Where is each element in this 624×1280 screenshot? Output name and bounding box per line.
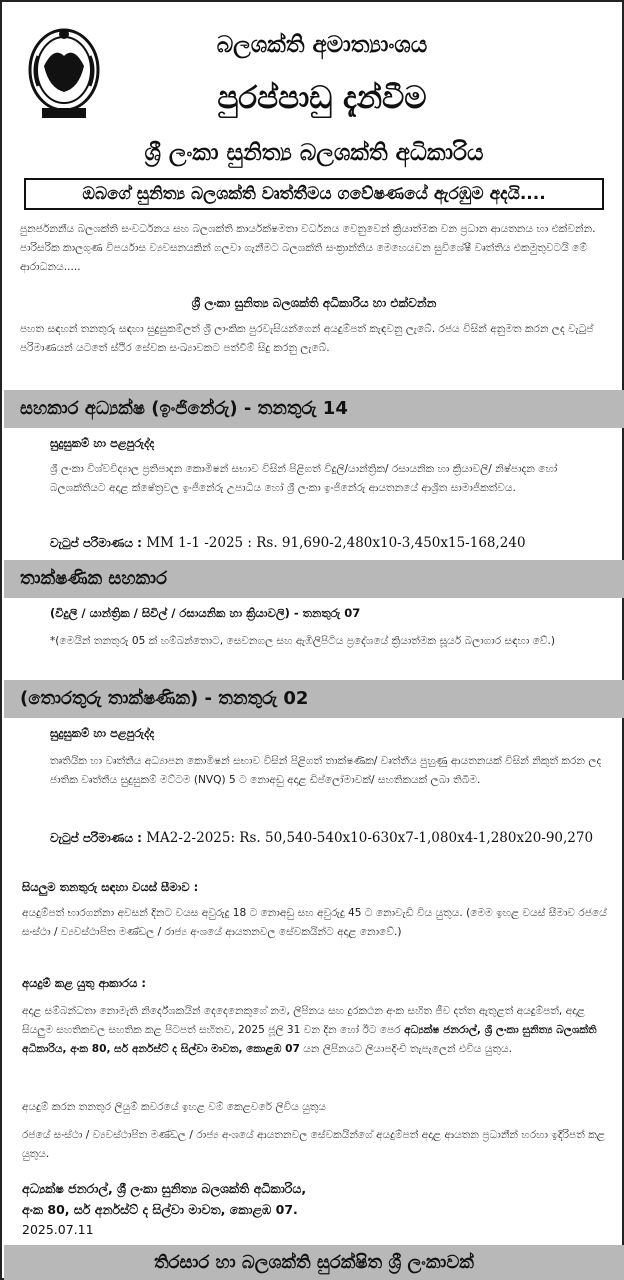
signature-line2: අංක 80, සර් අර්නස්ට් ද සිල්වා මාවත, කොළඹ 07. — [22, 1202, 298, 1217]
apply-heading: අයදුම් කළ යුතු ආකාරය : — [22, 976, 146, 990]
post2-sub-heading: (විදුලි / යාන්ත්‍රික / සිවිල් / රසායනික හා ක්‍රියාවලි) - තනතුරු 07 — [50, 606, 361, 620]
footer-slogan: තිරසාර හා බලශක්ති සුරක්ෂිත ශ්‍රී ලංකාවක් — [4, 1245, 624, 1280]
join-line: ශ්‍රී ලංකා සුනිත්‍ය බලශක්ති අධිකාරිය හා එක්වන්න — [191, 296, 437, 310]
envelope-note: අයදුම් කරන තනතුර ලියුම් කවරයේ ඉහළ වම් කෙළවරේ ලිවිය යුතුය — [22, 1101, 326, 1113]
age-heading: සියලුම තනතුරු සඳහා වයස් සීමාව : — [22, 880, 199, 894]
notice-date: 2025.07.11 — [22, 1222, 94, 1237]
ministry-title: බලශක්ති අමාත්‍යාංශය — [216, 32, 428, 58]
post2-title-band: තාක්ෂණික සහකාර — [4, 560, 624, 598]
staff-note: රජයේ සංස්ථා / ව්‍යවස්ථාපිත මණ්ඩල / රාජ්‍ය අංශයේ ආයතනවල සේවකයින්ගේ අයදුම්පත් අදාළ ආයතන ප්‍රධානීන් හරහා ඉදිරිපත් කළ යුතුය. — [22, 1129, 605, 1160]
apply-text-after: යන ලිපිනයට ලියාපදිංචි තැපැලෙන් එවිය යුතුය. — [299, 1043, 512, 1055]
tagline-box: ඔබගේ සුනිත්‍ය බලශක්ති වෘත්තීමය ගවේෂණයේ ඇරඹුම අදයි.... — [24, 178, 604, 210]
post3-qual-text: තෘතියික හා වෘත්තීය අධ්‍යාපන කොමිෂන් සභාව විසින් පිළිගත් තාක්ෂණික/ වෘත්තීය පුහුණු ආයතනයක් විසින් නිකුත් කරන ලද ජාතික වෘත්තීය සුදුසුකම් මට්ටම (NVQ) 5 ට නොඅඩු අදාළ ඩිප්ලෝමාවක්/ සහතිකයක් ලබා තිබීම. — [50, 755, 602, 786]
post1-salary-value: MM 1-1 -2025 : Rs. 91,690-2,480x10-3,450x15-168,240 — [146, 535, 526, 551]
authority-title: ශ්‍රී ලංකා සුනිත්‍ය බලශක්ති අධිකාරිය — [144, 140, 484, 166]
post1-salary-label: වැටුප් පරිමාණය : — [50, 536, 142, 550]
notice-title: පුරප්පාඩු දැන්වීම — [217, 80, 427, 116]
state-emblem-icon — [24, 26, 104, 122]
post3-salary — [50, 828, 610, 848]
post1-qual-text: ශ්‍රී ලංකා විශ්වවිද්‍යාල ප්‍රතිපාදන කොමිෂන් සභාව විසින් පිළිගත් විදුලි/යාන්ත්‍රික/ රසායනික හා ක්‍රියාවලි/ නිෂ්පාදන හෝ බලශක්තියට අදාළ ක්ෂේත්‍රවල ඉංජිනේරු උපාධිය හෝ ශ්‍රී ලංකා ඉංජිනේරු ආයතනයේ ආශ්‍රිත සාමාජිකත්වය. — [50, 463, 558, 494]
post3-salary-value: MA2-2-2025: Rs. 50,540-540x10-630x7-1,080x4-1,280x20-90,270 — [146, 830, 594, 846]
intro-paragraph: පුනර්ජනනීය බලශක්ති සංවර්ධනය සහ බලශක්ති කාර්යක්ෂමතා වර්ධනය වෙනුවෙන් ක්‍රියාත්මක වන ප්‍රධාන ආයතනය හා එක්වන්න. පාරිසරික කාලගුණ විපර්යාස ව්‍යවසනයකින් ගලවා ගැනීමට බලශක්ති සංක්‍රාන්තිය මෙහෙයවන සුවිශේෂී වෘත්තිය එකමුතුවටයි මේ ආරාධනය..... — [20, 223, 596, 273]
age-text: අයදුම්පත් භාරගන්නා අවසන් දිනට වයස අවුරුදු 18 ට නොඅඩු සහ අවුරුදු 45 ට නොවැඩි විය යුතුය. (මෙම ඉහළ වයස් සීමාව රජයේ සංස්ථා / ව්‍යවස්ථාපිත මණ්ඩල / රාජ්‍ය අංශයේ ආයතනවල සේවකයින්ට අදාළ නොවේ.) — [22, 907, 607, 938]
post3-qual-heading: සුදුසුකම් හා පළපුරුද්ද — [50, 726, 155, 740]
post2-note: *(මෙයින් තනතුරු 05 ක් හම්බන්තොට, සෙවනගල සහ ඇඹිලිපිටිය ප්‍රදේශයේ ක්‍රියාත්මක සූර්ය බලාගාර සඳහා වේ.) — [50, 635, 556, 647]
post3-salary-label: වැටුප් පරිමාණය : — [50, 831, 142, 845]
post3-title-band: (තොරතුරු තාක්ෂණික) - තනතුරු 02 — [4, 680, 624, 718]
intro-paragraph-2: පහත සඳහන් තනතුරු සඳහා සුදුසුකම්ලත් ශ්‍රී ලාංකික පුරවැසියන්ගෙන් අයදුම්පත් කැඳවනු ලැබේ. රජය විසින් අනුමත කරන ලද වැටුප් පරිමාණයන් යටතේ ස්ථිර සේවක සංඛ්‍යාවකට පත්වීම් සිදු කරනු ලැබේ. — [20, 323, 594, 354]
post1-salary — [50, 535, 610, 551]
post1-qual-heading: සුදුසුකම් හා පළපුරුද්ද — [50, 436, 155, 450]
apply-text-before: අදාළ සම්බන්ධතා නොමැති නිර්දේශකයින් දෙදෙනෙකුගේ නම, ලිපිනය සහ දුරකථන අංක සහිත ජීව දත්ත ඇතුළත් අයදුම්පත්, අදාළ සියලුම සහතිකවල සහතික කළ පිටපත් සහිතව, 2025 ජූලි 31 වන දින හෝ ඊට පෙර — [22, 1005, 585, 1036]
apply-address: අධ්‍යක්ෂ ජනරාල්, ශ්‍රී ලංකා සුනිත්‍ය බලශක්ති අධිකාරිය, අංක 80, සර් අර්නස්ට් ද සිල්වා මාවත, කොළඹ 07 — [22, 1024, 597, 1055]
apply-text — [22, 1002, 608, 1059]
post1-title-band: සහකාර අධ්‍යක්ෂ (ඉංජිනේරු) - තනතුරු 14 — [4, 390, 624, 428]
signature-line1: අධ්‍යක්ෂ ජනරාල්, ශ්‍රී ලංකා සුනිත්‍ය බලශක්ති අධිකාරිය, — [22, 1181, 307, 1196]
